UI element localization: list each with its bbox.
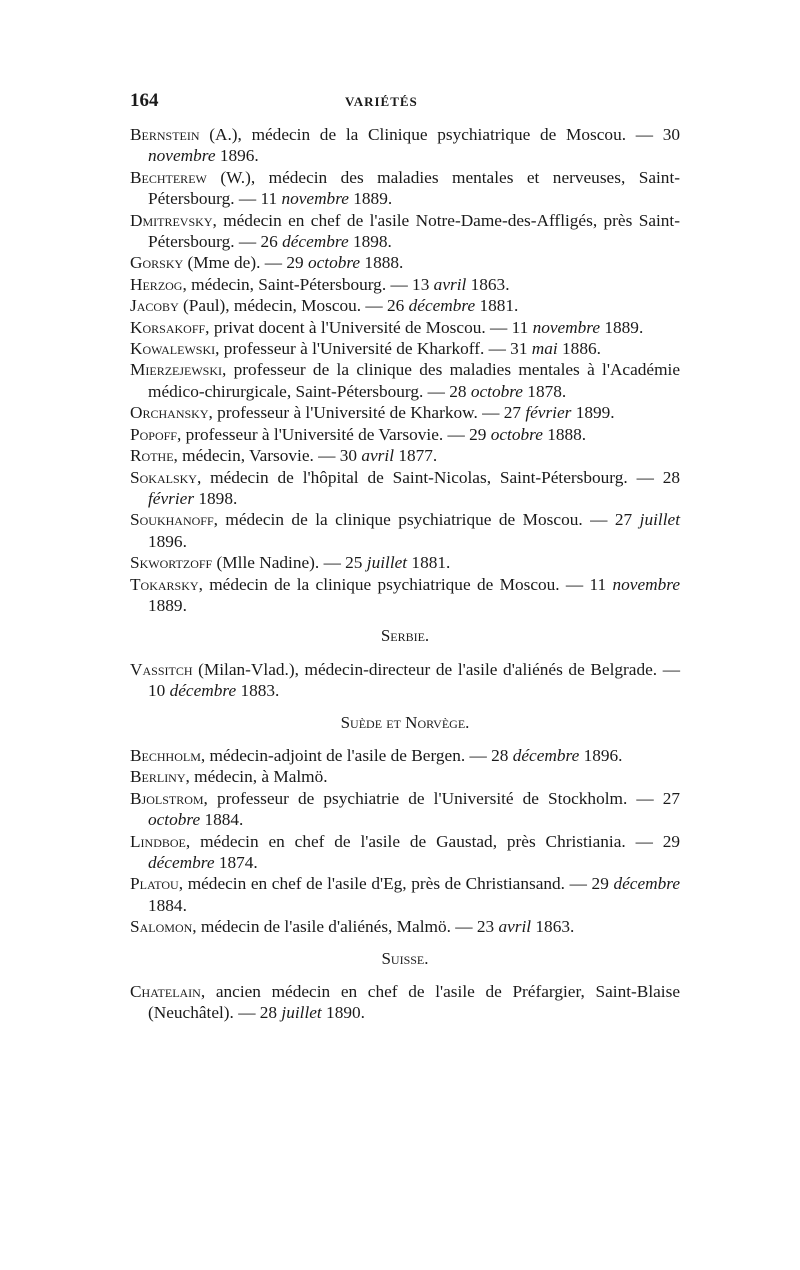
entry-text: , ancien médecin en chef de l'asile de Préfargier, Saint-Blaise (Neuchâtel). — 28 bbox=[148, 982, 680, 1023]
entry-year: 1898. bbox=[194, 488, 238, 508]
entry-name: Bernstein bbox=[130, 125, 200, 144]
entry-text: , médecin en chef de l'asile Notre-Dame-des-Affligés, près Saint-Pétersbourg. — 26 bbox=[148, 210, 680, 252]
list-item bbox=[130, 873, 680, 916]
entry-date: octobre bbox=[470, 381, 523, 401]
entry-name: Mierzejewski bbox=[130, 360, 223, 380]
entry-list bbox=[130, 124, 680, 1024]
entry-text: , privat docent à l'Université de Moscou. — 11 bbox=[205, 317, 533, 337]
entry-text: , médecin de la clinique psychiatrique de Moscou. — 11 bbox=[198, 574, 613, 594]
entry-text: , professeur à l'Université de Varsovie. — 29 bbox=[176, 424, 491, 444]
entry-name: Vassitch bbox=[130, 659, 193, 679]
entry-year: 1883. bbox=[236, 681, 280, 701]
running-header bbox=[130, 90, 680, 114]
entry-text: , médecin en chef de l'asile d'Eg, près de Christiansand. — 29 bbox=[178, 874, 614, 894]
entry-text: (Milan-Vlad.), médecin-directeur de l'asile d'aliénés de Belgrade. — 10 bbox=[148, 659, 680, 701]
entry-name: Berliny bbox=[130, 767, 186, 787]
list-item bbox=[130, 831, 680, 874]
running-title: VARIÉTÉS bbox=[345, 94, 418, 109]
entry-name: Bjolstrom bbox=[130, 788, 204, 808]
entry-date: juillet bbox=[281, 1003, 322, 1023]
entry-name: Rothe bbox=[130, 446, 174, 466]
entry-text: (Mlle Nadine). — 25 bbox=[212, 553, 367, 573]
entry-year: 1886. bbox=[557, 339, 601, 359]
entry-year: 1896. bbox=[215, 146, 259, 166]
entry-year: 1889. bbox=[600, 317, 644, 337]
entry-year: 1896. bbox=[148, 531, 187, 551]
entry-date: décembre bbox=[282, 232, 349, 252]
list-item bbox=[130, 424, 680, 445]
entry-year: 1877. bbox=[394, 446, 438, 466]
entry-date: juillet bbox=[639, 510, 680, 530]
entry-text: (Mme de). — 29 bbox=[183, 253, 308, 273]
section-heading: Serbie. bbox=[380, 626, 430, 646]
entry-date: mai bbox=[531, 339, 558, 359]
entry-name: Korsakoff bbox=[130, 317, 206, 337]
entry-name: Lindboe bbox=[130, 831, 186, 851]
entry-date: novembre bbox=[612, 574, 680, 594]
entry-text: , médecin en chef de l'asile de Gaustad, près Christiania. — 29 bbox=[185, 831, 680, 851]
entry-date: juillet bbox=[366, 553, 408, 573]
list-item bbox=[130, 359, 680, 402]
list-item bbox=[130, 745, 680, 766]
entry-name: Platou bbox=[130, 874, 179, 894]
entry-year: 1878. bbox=[522, 381, 567, 401]
entry-text: , professeur à l'Université de Kharkoff. — 31 bbox=[215, 339, 532, 359]
entry-date: octobre bbox=[307, 253, 361, 273]
entry-date: octobre bbox=[148, 810, 201, 830]
entry-date: décembre bbox=[512, 745, 580, 765]
entry-year: 1889. bbox=[148, 595, 187, 615]
entry-date: octobre bbox=[490, 424, 543, 444]
entry-text: , médecin, Saint-Pétersbourg. — 13 bbox=[182, 274, 434, 294]
page-number: 164 bbox=[130, 90, 159, 111]
list-item bbox=[130, 210, 680, 253]
entry-year: 1896. bbox=[579, 745, 623, 765]
entry-name: Soukhanoff bbox=[130, 510, 214, 530]
entry-date: février bbox=[148, 488, 195, 508]
entry-name: Dmitrevsky bbox=[130, 210, 213, 230]
entry-text: , professeur de psychiatrie de l'Université de Stockholm. — 27 bbox=[203, 788, 680, 808]
entry-text: , médecin, à Malmö. bbox=[185, 767, 328, 787]
list-item bbox=[130, 467, 680, 510]
entry-year: 1881. bbox=[407, 553, 451, 573]
entry-text: , médecin de l'asile d'aliénés, Malmö. — 23 bbox=[192, 917, 499, 937]
list-item bbox=[130, 402, 680, 423]
entry-year: 1898. bbox=[348, 232, 392, 252]
list-item bbox=[130, 274, 680, 295]
entry-name: Orchansky bbox=[130, 403, 209, 423]
list-item bbox=[130, 916, 680, 937]
entry-date: décembre bbox=[169, 681, 237, 701]
entry-name: Jacoby bbox=[130, 296, 179, 316]
entry-text: , professeur de la clinique des maladies mentales à l'Académie médico-chirurgicale, Saint-Pétersbourg. — 28 bbox=[148, 360, 680, 401]
entry-date: avril bbox=[433, 274, 467, 294]
section-heading: Suisse. bbox=[381, 948, 429, 968]
entry-year: 1863. bbox=[531, 917, 575, 937]
list-item bbox=[130, 552, 680, 573]
entry-year: 1899. bbox=[571, 403, 615, 423]
entry-text: , médecin de l'hôpital de Saint-Nicolas, Saint-Pétersbourg. — 28 bbox=[196, 467, 680, 487]
entry-year: 1890. bbox=[321, 1003, 365, 1023]
entry-text: , médecin-adjoint de l'asile de Bergen. — 28 bbox=[200, 745, 513, 765]
section-heading: Suède et Norvège. bbox=[340, 712, 470, 732]
entry-name: Bechterew bbox=[130, 167, 207, 187]
list-item bbox=[130, 766, 680, 787]
list-item bbox=[130, 445, 680, 466]
entry-date: novembre bbox=[281, 189, 349, 209]
page-body bbox=[130, 90, 680, 1024]
entry-year: 1888. bbox=[360, 253, 404, 273]
entry-year: 1884. bbox=[200, 810, 244, 830]
entry-year: 1888. bbox=[542, 424, 587, 444]
entry-name: Sokalsky bbox=[130, 467, 197, 487]
entry-text: (Paul), médecin, Moscou. — 26 bbox=[178, 296, 409, 316]
list-item bbox=[130, 295, 680, 316]
entry-year: 1889. bbox=[348, 189, 393, 209]
entry-text: (A.), médecin de la Clinique psychiatrique de Moscou. — 30 bbox=[199, 125, 680, 144]
entry-date: novembre bbox=[532, 317, 601, 337]
list-item bbox=[130, 574, 680, 617]
entry-text: (W.), médecin des maladies mentales et nerveuses, Saint-Pétersbourg. — 11 bbox=[148, 167, 680, 209]
entry-date: avril bbox=[498, 917, 532, 937]
list-item bbox=[130, 659, 680, 702]
entry-name: Herzog bbox=[130, 274, 183, 294]
entry-date: avril bbox=[361, 446, 394, 466]
entry-date: novembre bbox=[148, 146, 216, 166]
list-item bbox=[130, 317, 680, 338]
entry-name: Salomon bbox=[130, 917, 193, 937]
list-item bbox=[130, 981, 680, 1024]
entry-year: 1863. bbox=[466, 274, 510, 294]
list-item bbox=[130, 167, 680, 210]
entry-name: Chatelain bbox=[130, 982, 201, 1002]
entry-text: , professeur à l'Université de Kharkow. — 27 bbox=[208, 403, 526, 423]
list-item bbox=[130, 788, 680, 831]
entry-year: 1881. bbox=[475, 296, 519, 316]
entry-year: 1874. bbox=[214, 853, 258, 872]
entry-text: , médecin de la clinique psychiatrique de Moscou. — 27 bbox=[213, 510, 640, 530]
list-item bbox=[130, 252, 680, 273]
list-item bbox=[130, 509, 680, 552]
entry-date: février bbox=[525, 403, 572, 423]
entry-name: Kowalewski bbox=[130, 339, 216, 359]
entry-text: , médecin, Varsovie. — 30 bbox=[173, 446, 362, 466]
entry-date: décembre bbox=[613, 874, 680, 894]
entry-year: 1884. bbox=[148, 895, 187, 915]
entry-name: Bechholm bbox=[130, 745, 201, 765]
entry-name: Tokarsky bbox=[130, 574, 199, 594]
list-item bbox=[130, 124, 680, 167]
entry-date: décembre bbox=[148, 853, 215, 872]
list-item bbox=[130, 338, 680, 359]
entry-name: Skwortzoff bbox=[130, 553, 213, 573]
entry-name: Gorsky bbox=[130, 253, 184, 273]
entry-name: Popoff bbox=[130, 424, 177, 444]
entry-date: décembre bbox=[408, 296, 476, 316]
